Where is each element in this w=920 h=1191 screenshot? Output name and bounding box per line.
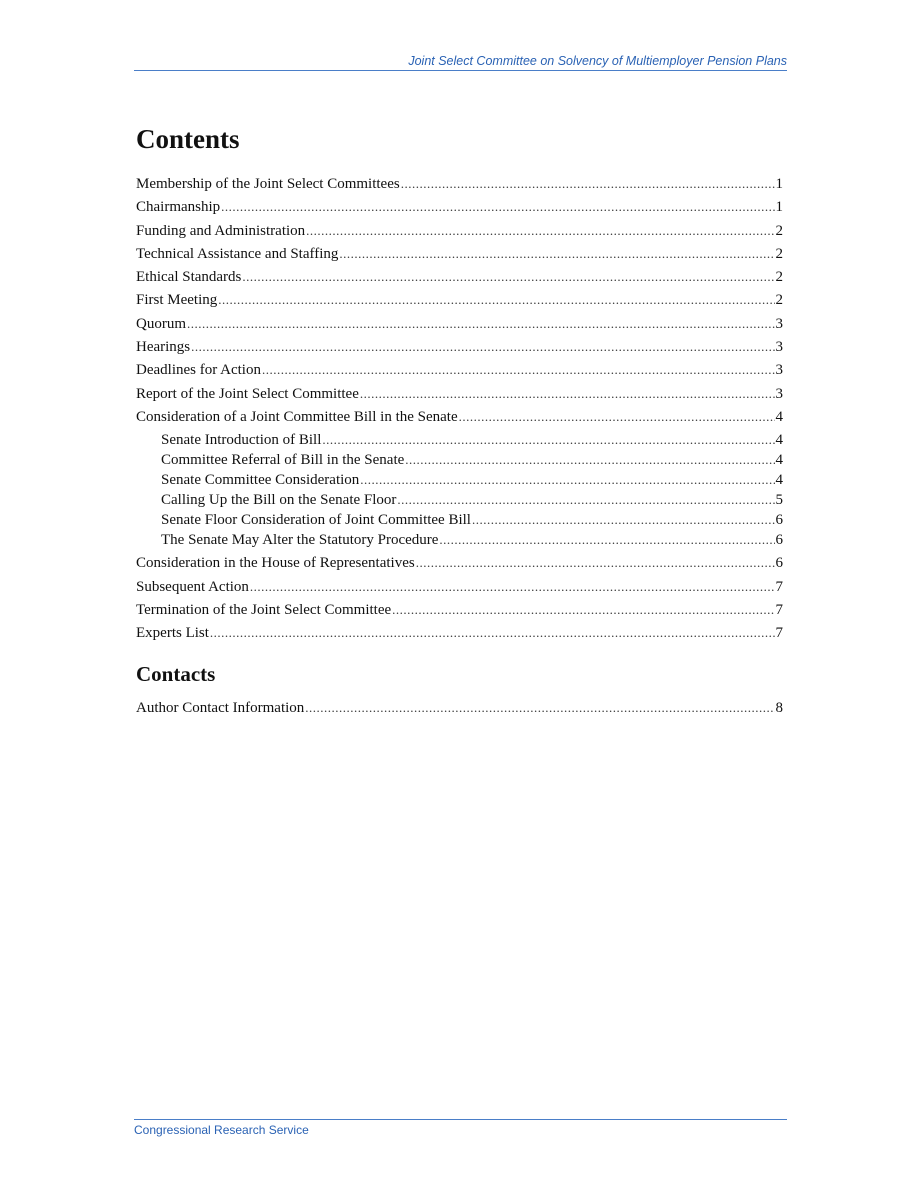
toc-entry-title: Deadlines for Action [136, 362, 261, 379]
toc-entry-title: Author Contact Information [136, 700, 305, 716]
toc-leader-dots [401, 174, 775, 193]
toc-page-number: 3 [775, 339, 783, 356]
toc-entry-title: First Meeting [136, 292, 218, 309]
toc-leader-dots [250, 577, 775, 596]
toc-entry-house-consideration[interactable] [136, 553, 783, 573]
toc-leader-dots [306, 221, 774, 240]
toc-entry-title: Chairmanship [136, 199, 221, 216]
toc-entry-title: Experts List [136, 625, 209, 642]
toc-page-number: 3 [775, 385, 783, 402]
toc-entry-termination[interactable] [136, 600, 783, 620]
toc-entry-title: Consideration in the House of Representatives [136, 555, 415, 572]
toc-leader-dots [242, 267, 774, 286]
toc-entry-title: Calling Up the Bill on the Senate Floor [161, 492, 397, 509]
toc-entry-title: Technical Assistance and Staffing [136, 245, 339, 262]
toc-entry-title: Consideration of a Joint Committee Bill in the Senate [136, 408, 458, 425]
toc-page-number: 6 [775, 512, 783, 529]
toc-entry-senate-consideration[interactable] [136, 407, 783, 427]
toc-page-number: 6 [775, 532, 783, 549]
toc-leader-dots [360, 384, 775, 403]
toc-page-number: 4 [775, 432, 783, 449]
toc-entry-title: Funding and Administration [136, 222, 306, 239]
contacts-list [136, 698, 783, 721]
toc-entry-membership[interactable] [136, 174, 783, 194]
toc-entry-title: Committee Referral of Bill in the Senate [161, 452, 405, 469]
toc-page-number: 8 [775, 700, 783, 716]
table-of-contents [136, 174, 783, 646]
toc-leader-dots [339, 244, 774, 263]
toc-page-number: 3 [775, 315, 783, 332]
toc-leader-dots [405, 450, 774, 469]
toc-page-number: 4 [775, 472, 783, 489]
toc-entry-hearings[interactable] [136, 337, 783, 357]
toc-entry-title: Hearings [136, 339, 191, 356]
toc-entry-quorum[interactable] [136, 314, 783, 334]
toc-entry-subsequent-action[interactable] [136, 577, 783, 597]
toc-page-number: 7 [775, 625, 783, 642]
toc-leader-dots [416, 553, 775, 572]
toc-page-number: 4 [775, 408, 783, 425]
toc-entry-chairmanship[interactable] [136, 197, 783, 217]
toc-leader-dots [392, 600, 774, 619]
toc-entry-author-contact[interactable] [136, 698, 783, 718]
toc-leader-dots [459, 407, 775, 426]
toc-entry-technical-assistance[interactable] [136, 244, 783, 264]
toc-page-number: 2 [775, 222, 783, 239]
toc-leader-dots [360, 470, 774, 489]
toc-entry-title: Ethical Standards [136, 269, 242, 286]
toc-leader-dots [262, 360, 775, 379]
toc-entry-first-meeting[interactable] [136, 290, 783, 310]
running-footer: Congressional Research Service [134, 1119, 787, 1137]
toc-entry-ethical-standards[interactable] [136, 267, 783, 287]
toc-page-number: 3 [775, 362, 783, 379]
toc-leader-dots [322, 430, 774, 449]
toc-page-number: 5 [775, 492, 783, 509]
toc-entry-title: The Senate May Alter the Statutory Procedure [161, 532, 439, 549]
toc-page-number: 2 [775, 269, 783, 286]
toc-leader-dots [472, 510, 775, 529]
toc-leader-dots [210, 623, 775, 642]
toc-entry-title: Senate Committee Consideration [161, 472, 360, 489]
toc-leader-dots [191, 337, 774, 356]
toc-subentry-committee-referral[interactable] [136, 450, 783, 470]
toc-entry-title: Termination of the Joint Select Committee [136, 601, 392, 618]
contents-heading: Contents [136, 124, 240, 154]
toc-subentry-senate-introduction[interactable] [136, 430, 783, 450]
toc-entry-title: Senate Floor Consideration of Joint Committee Bill [161, 512, 471, 529]
toc-entry-funding[interactable] [136, 221, 783, 241]
toc-subentry-floor-consideration[interactable] [136, 510, 783, 530]
toc-entry-experts-list[interactable] [136, 623, 783, 643]
toc-leader-dots [305, 698, 774, 717]
toc-subentry-alter-procedure[interactable] [136, 530, 783, 550]
toc-page-number: 2 [775, 245, 783, 262]
toc-entry-title: Quorum [136, 315, 186, 332]
contacts-heading: Contacts [136, 662, 216, 686]
toc-entry-title: Senate Introduction of Bill [161, 432, 322, 449]
toc-subentry-calling-up[interactable] [136, 490, 783, 510]
toc-leader-dots [187, 314, 775, 333]
toc-entry-title: Report of the Joint Select Committee [136, 385, 359, 402]
toc-leader-dots [439, 530, 774, 549]
toc-entry-title: Membership of the Joint Select Committees [136, 176, 400, 192]
toc-page-number: 1 [775, 199, 783, 216]
toc-entry-title: Subsequent Action [136, 578, 249, 595]
toc-entry-report[interactable] [136, 384, 783, 404]
toc-leader-dots [397, 490, 774, 509]
toc-subentry-senate-committee[interactable] [136, 470, 783, 490]
toc-entry-deadlines[interactable] [136, 360, 783, 380]
toc-leader-dots [221, 197, 774, 216]
toc-page-number: 1 [775, 176, 783, 192]
running-header: Joint Select Committee on Solvency of Multiemployer Pension Plans [134, 54, 787, 71]
toc-page-number: 2 [775, 292, 783, 309]
toc-page-number: 7 [775, 601, 783, 618]
toc-leader-dots [218, 290, 774, 309]
toc-page-number: 6 [775, 555, 783, 572]
toc-page-number: 7 [775, 578, 783, 595]
toc-page-number: 4 [775, 452, 783, 469]
